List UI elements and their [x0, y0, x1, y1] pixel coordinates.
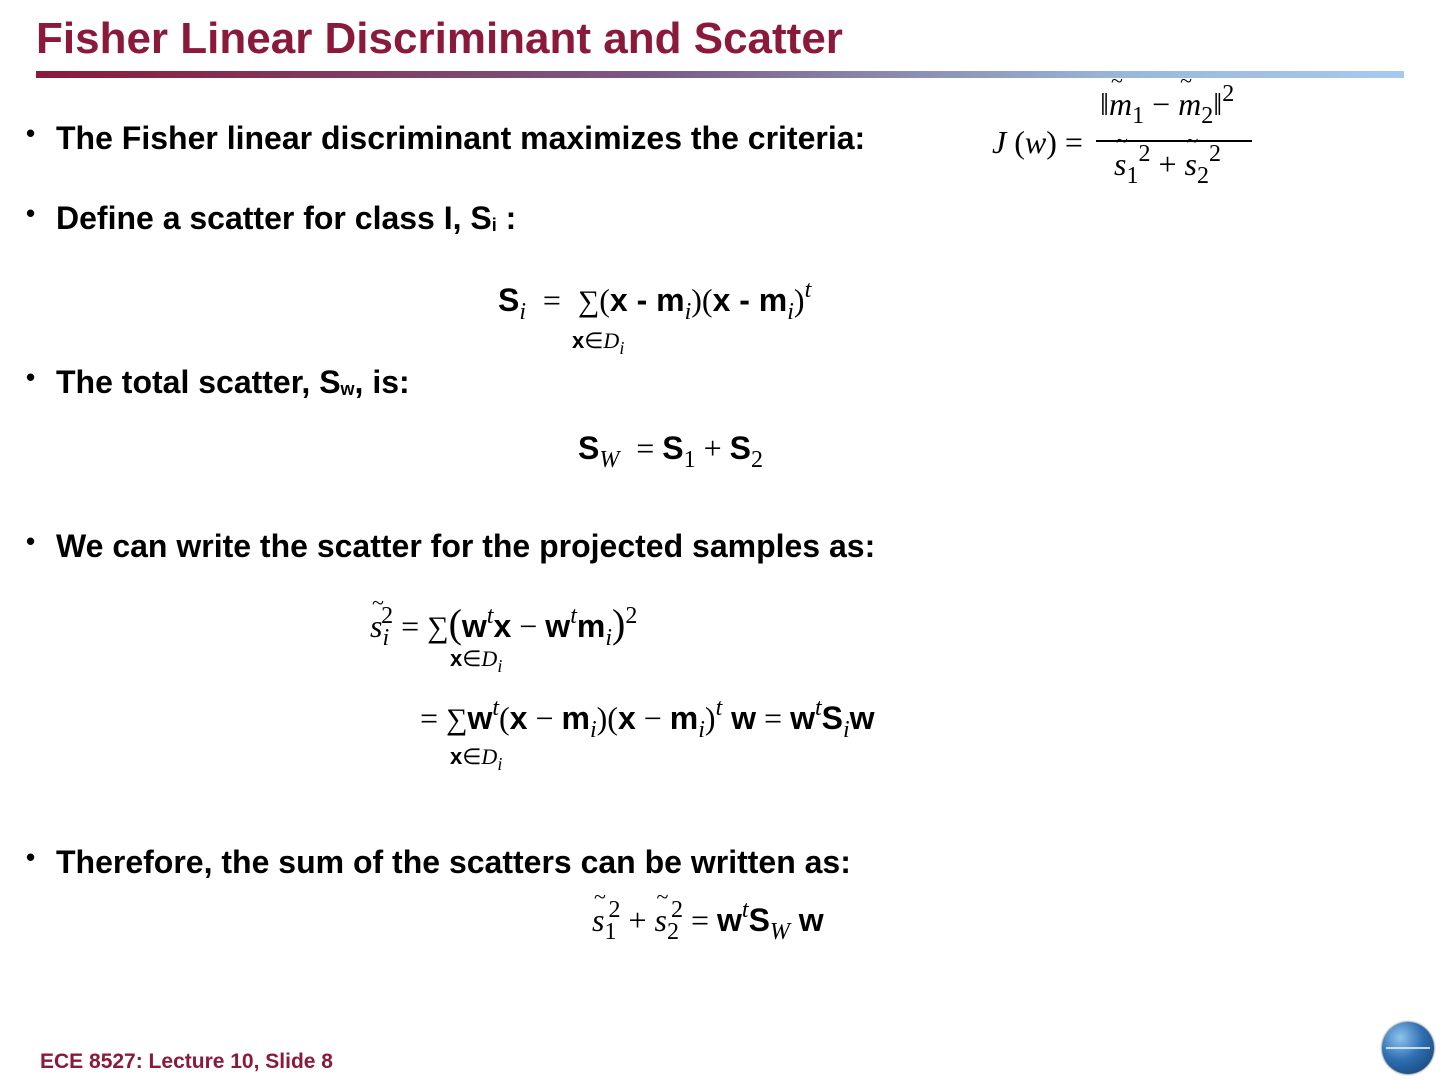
- bullet-text: The total scatter, S: [56, 364, 341, 400]
- bullet-total-scatter: [26, 364, 410, 401]
- projected-scatter-equation-2: = $\sum w^t(x - m_i)(x - m_i)^t$ $w = w^tS_iw$: [420, 695, 875, 743]
- bullet-projected-scatter: [26, 528, 875, 565]
- bullet-text: Define a scatter for class I, S: [56, 200, 492, 236]
- title-underline: [36, 71, 1404, 78]
- bullet-dot: •: [26, 198, 36, 228]
- bullet-dot: •: [26, 118, 36, 148]
- bullet-text: The Fisher linear discriminant maximizes the criteria:: [56, 120, 866, 156]
- bullet-tail: , is:: [354, 364, 410, 400]
- bullet-sum-scatters: [26, 844, 851, 881]
- bullet-dot: •: [26, 526, 36, 556]
- sum-index: $x\in D_i$: [572, 328, 625, 358]
- globe-logo-icon: [1382, 1022, 1434, 1074]
- sum-index: $x\in D_i$: [450, 744, 503, 774]
- bullet-class-scatter: [26, 200, 516, 237]
- slide-footer: ECE 8527: Lecture 10, Slide 8: [40, 1050, 333, 1073]
- bullet-subscript: i: [491, 215, 497, 235]
- class-scatter-equation: $S_i = \sum(x - m_i)(x - m_i)^t$: [498, 277, 812, 325]
- total-scatter-equation: $S_W = S_1 + S_2$: [578, 430, 764, 473]
- bullet-text: We can write the scatter for the projected samples as:: [56, 528, 876, 564]
- projected-scatter-equation-1: ~ $s_i^2 = \sum(w^tx - w^tm_i)^2$: [370, 600, 637, 647]
- bullet-tail: :: [496, 200, 517, 236]
- bullet-subscript: w: [340, 379, 355, 399]
- bullet-dot: •: [26, 842, 36, 872]
- bullet-text: Therefore, the sum of the scatters can be written as:: [56, 844, 851, 880]
- bullet-criteria: [26, 120, 865, 157]
- bullet-dot: •: [26, 362, 36, 392]
- sum-scatters-equation: ~ $s_1^2$ + ~ $s_2^2 = w^tS_W$ w: [592, 902, 824, 939]
- sum-index: $x\in D_i$: [450, 646, 503, 676]
- slide-title: Fisher Linear Discriminant and Scatter: [36, 14, 843, 63]
